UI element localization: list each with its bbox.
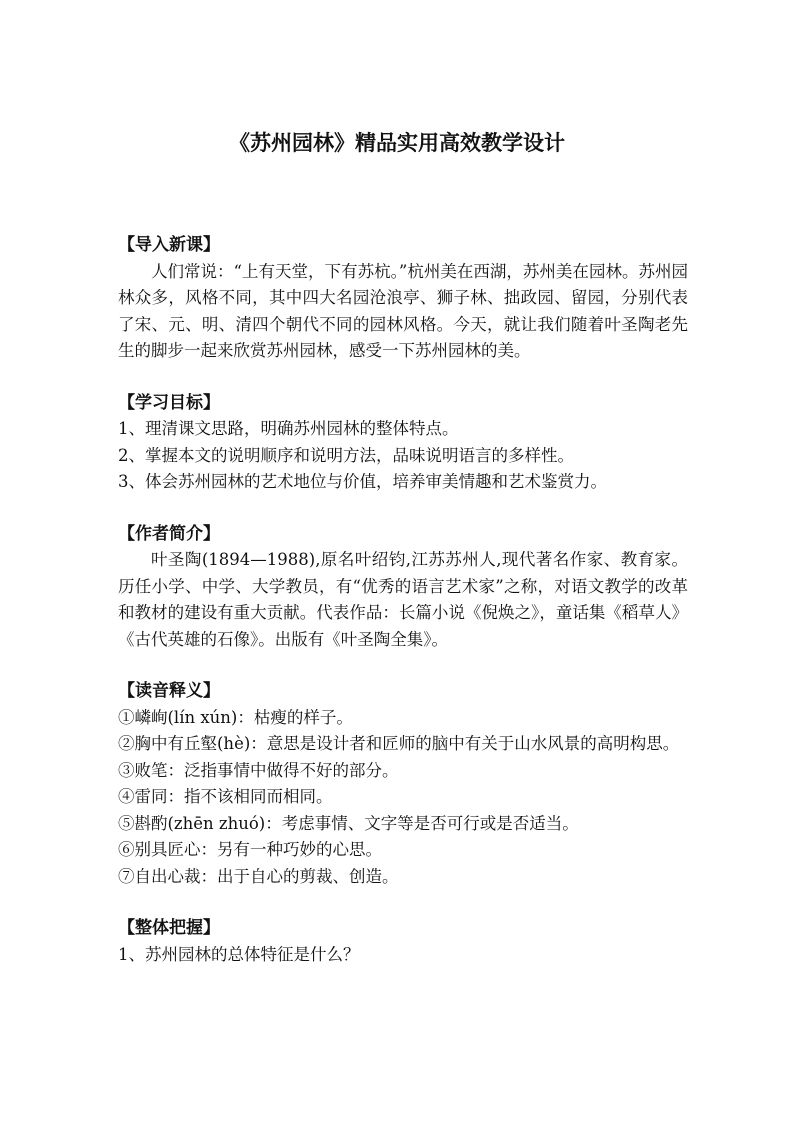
- section-heading: 【学习目标】: [118, 392, 220, 413]
- document-body: [118, 232, 688, 993]
- section-paragraph: 人们常说：“上有天堂，下有苏杭。”杭州美在西湖，苏州美在园林。苏州园林众多，风格不同，其中四大名园沧浪亭、狮子林、拙政园、留园，分别代表了宋、元、明、清四个朝代不同的园林风格。今天，就让我们随着叶圣陶老先生的脚步一起来欣赏苏州园林，感受一下苏州园林的美。: [118, 261, 688, 360]
- list-item: ⑦自出心裁：出于自心的剪裁、创造。: [118, 866, 399, 886]
- list-item: ⑥别具匠心：另有一种巧妙的心思。: [118, 840, 382, 859]
- list-item: ③败笔：泛指事情中做得不好的部分。: [118, 760, 399, 780]
- section-heading: 【整体把握】: [118, 918, 220, 938]
- section-vocabulary: [118, 678, 688, 890]
- section-author: [118, 521, 688, 654]
- list-item: 3、体会苏州园林的艺术地位与价值，培养审美情趣和艺术鉴赏力。: [118, 472, 607, 491]
- document-title: 《苏州园林》精品实用高效教学设计: [229, 131, 565, 155]
- section-paragraph: 叶圣陶(1894—1988),原名叶绍钧,江苏苏州人,现代著名作家、教育家。历任小学、中学、大学教员，有“优秀的语言艺术家”之称，对语文教学的改革和教材的建设有重大贡献。代表作品：长篇小说《倪焕之》，童话集《稻草人》《古代英雄的石像》。出版有《叶圣陶全集》。: [118, 550, 688, 649]
- list-item: ④雷同：指不该相同而相同。: [118, 787, 333, 806]
- list-item: 2、掌握本文的说明顺序和说明方法，品味说明语言的多样性。: [118, 445, 574, 465]
- section-intro: [118, 232, 688, 365]
- list-item: 1、苏州园林的总体特征是什么？: [118, 944, 360, 964]
- list-item: ①嶙峋(lín xún)：枯瘦的样子。: [118, 707, 353, 727]
- list-item: 1、理清课文思路，明确苏州园林的整体特点。: [118, 419, 459, 438]
- section-heading: 【作者简介】: [118, 523, 220, 544]
- section-heading: 【导入新课】: [118, 235, 220, 255]
- section-heading: 【读音释义】: [118, 681, 220, 701]
- list-item: ②胸中有丘壑(hè)：意思是设计者和匠师的脑中有关于山水风景的高明构思。: [118, 734, 680, 753]
- section-overview: [118, 915, 688, 968]
- list-item: ⑤斟酌(zhēn zhuó)：考虑事情、文字等是否可行或是否适当。: [118, 813, 579, 833]
- section-goals: [118, 390, 688, 496]
